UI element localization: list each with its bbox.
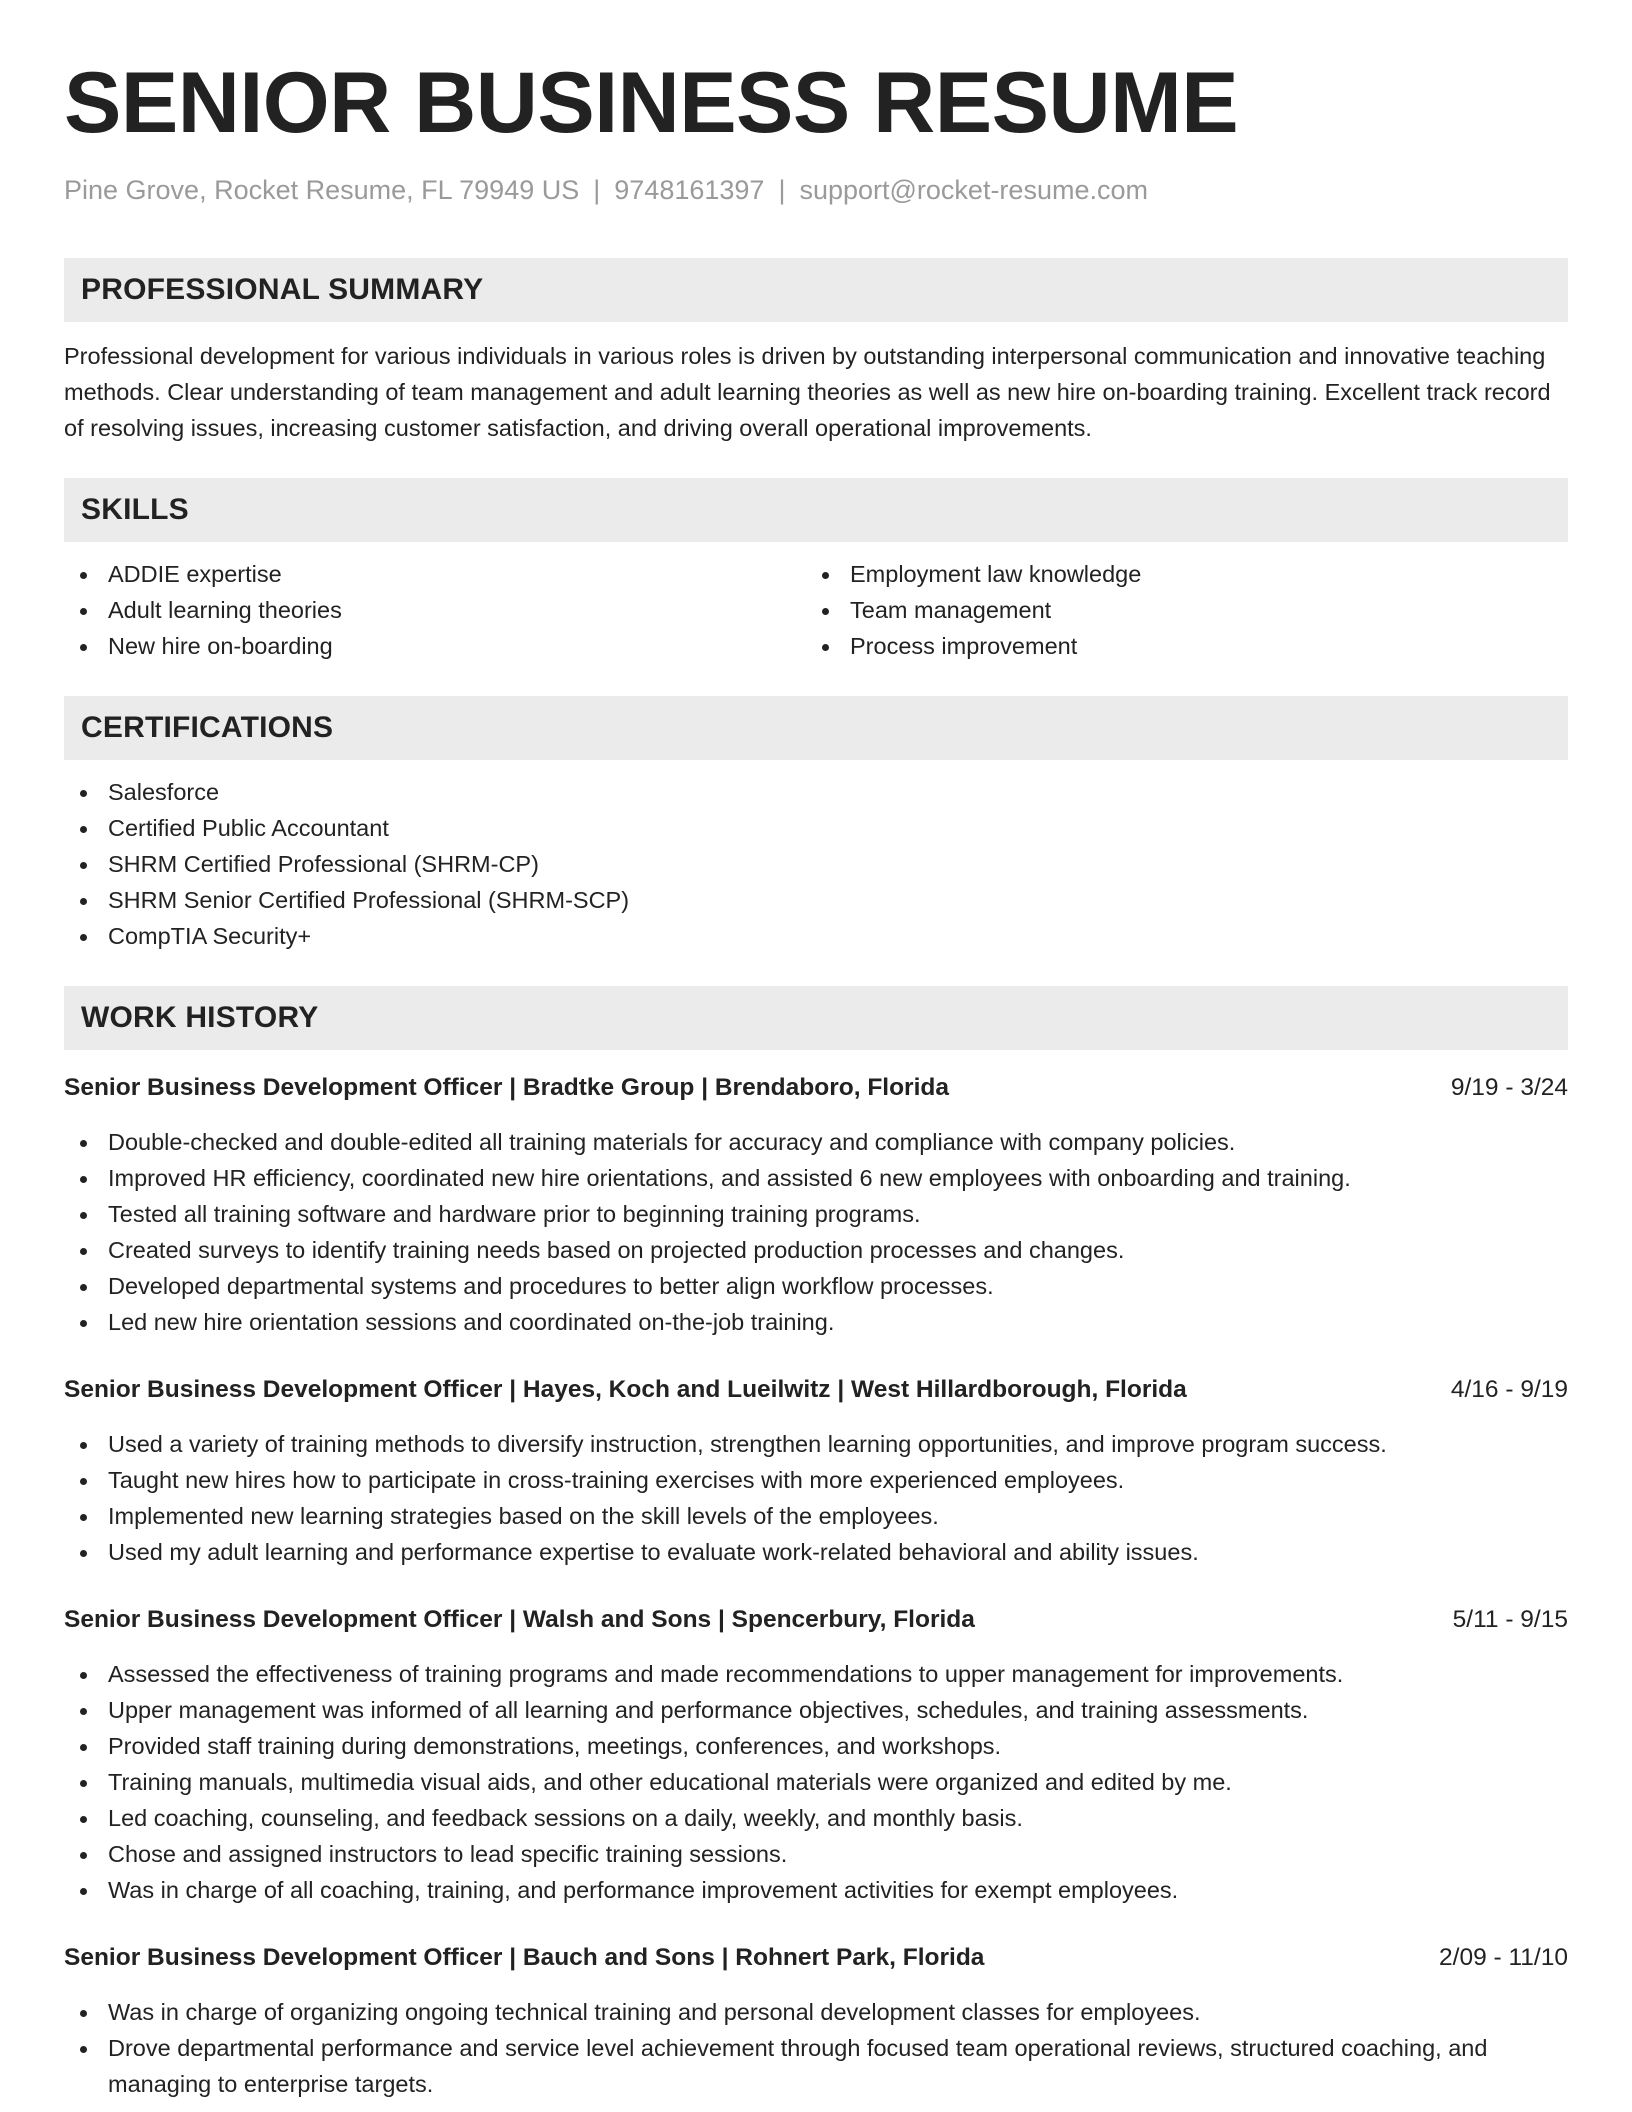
skills-list-right	[806, 556, 1548, 664]
work-section-title: WORK HISTORY	[81, 1001, 319, 1034]
job-bullet: Double-checked and double-edited all training materials for accuracy and compliance with company policies.	[64, 1124, 1568, 1160]
job-bullet-list	[64, 1656, 1568, 1908]
certification-item: Salesforce	[64, 774, 1568, 810]
job-bullet-list	[64, 1426, 1568, 1570]
job-header	[64, 1070, 1568, 1106]
job-bullet-list	[64, 1124, 1568, 1340]
job-bullet: Drove departmental performance and service level achievement through focused team operational reviews, structured coaching, and managing to enterprise targets.	[64, 2030, 1568, 2102]
resume-name: SENIOR BUSINESS RESUME	[64, 55, 1239, 151]
job-heading: Senior Business Development Officer | Walsh and Sons | Spencerbury, Florida	[64, 1606, 975, 1633]
skill-item: Process improvement	[806, 628, 1548, 664]
job-entry	[64, 1070, 1568, 1340]
contact-email: support@rocket-resume.com	[799, 175, 1148, 205]
job-bullet: Used my adult learning and performance expertise to evaluate work-related behavioral and ability issues.	[64, 1534, 1568, 1570]
job-dates: 5/11 - 9/15	[1452, 1606, 1568, 1633]
summary-section-header	[64, 258, 1568, 322]
job-bullet: Led coaching, counseling, and feedback sessions on a daily, weekly, and monthly basis.	[64, 1800, 1568, 1836]
certifications-list	[64, 774, 1568, 954]
contact-phone: 9748161397	[614, 175, 765, 205]
certification-item: CompTIA Security+	[64, 918, 1568, 954]
job-bullet: Was in charge of organizing ongoing technical training and personal development classes for employees.	[64, 1994, 1568, 2030]
job-heading: Senior Business Development Officer | Bradtke Group | Brendaboro, Florida	[64, 1074, 949, 1101]
job-bullet: Chose and assigned instructors to lead specific training sessions.	[64, 1836, 1568, 1872]
job-header	[64, 1602, 1568, 1638]
job-bullet: Tested all training software and hardware prior to beginning training programs.	[64, 1196, 1568, 1232]
job-entry	[64, 1602, 1568, 1908]
skill-item: Employment law knowledge	[806, 556, 1548, 592]
job-header	[64, 1372, 1568, 1408]
job-bullet: Developed departmental systems and procedures to better align workflow processes.	[64, 1268, 1568, 1304]
job-bullet: Assessed the effectiveness of training programs and made recommendations to upper management for improvements.	[64, 1656, 1568, 1692]
job-entry	[64, 1372, 1568, 1570]
certification-item: SHRM Senior Certified Professional (SHRM-SCP)	[64, 882, 1568, 918]
contact-separator: |	[593, 175, 601, 205]
job-bullet: Led new hire orientation sessions and coordinated on-the-job training.	[64, 1304, 1568, 1340]
skills-section-title: SKILLS	[81, 493, 189, 526]
job-bullet: Upper management was informed of all learning and performance objectives, schedules, and training assessments.	[64, 1692, 1568, 1728]
job-heading: Senior Business Development Officer | Hayes, Koch and Lueilwitz | West Hillardborough, Florida	[64, 1376, 1187, 1403]
job-dates: 9/19 - 3/24	[1450, 1074, 1568, 1101]
contact-separator: |	[778, 175, 786, 205]
skills-section-header	[64, 478, 1568, 542]
job-dates: 2/09 - 11/10	[1439, 1944, 1568, 1971]
skills-list-left	[64, 556, 806, 664]
skills-column-left	[64, 542, 806, 664]
skill-item: ADDIE expertise	[64, 556, 806, 592]
certifications-section-header	[64, 696, 1568, 760]
job-entry	[64, 1940, 1568, 2102]
job-bullet: Created surveys to identify training needs based on projected production processes and changes.	[64, 1232, 1568, 1268]
certification-item: Certified Public Accountant	[64, 810, 1568, 846]
job-bullet: Implemented new learning strategies based on the skill levels of the employees.	[64, 1498, 1568, 1534]
contact-address: Pine Grove, Rocket Resume, FL 79949 US	[64, 175, 580, 205]
job-bullet: Improved HR efficiency, coordinated new hire orientations, and assisted 6 new employees with onboarding and training.	[64, 1160, 1568, 1196]
work-section-header	[64, 986, 1568, 1050]
job-bullet: Taught new hires how to participate in cross-training exercises with more experienced employees.	[64, 1462, 1568, 1498]
job-heading: Senior Business Development Officer | Bauch and Sons | Rohnert Park, Florida	[64, 1944, 985, 1971]
skills-grid	[64, 542, 1568, 664]
job-bullet: Training manuals, multimedia visual aids, and other educational materials were organized and edited by me.	[64, 1764, 1568, 1800]
job-dates: 4/16 - 9/19	[1450, 1376, 1568, 1403]
skill-item: Team management	[806, 592, 1548, 628]
skill-item: New hire on-boarding	[64, 628, 806, 664]
job-bullet-list	[64, 1994, 1568, 2102]
job-bullet: Used a variety of training methods to diversify instruction, strengthen learning opportunities, and improve program success.	[64, 1426, 1568, 1462]
certifications-section-title: CERTIFICATIONS	[81, 711, 334, 744]
resume-page	[64, 0, 1568, 2102]
job-header	[64, 1940, 1568, 1976]
contact-line	[64, 172, 1568, 208]
certification-item: SHRM Certified Professional (SHRM-CP)	[64, 846, 1568, 882]
summary-text: Professional development for various individuals in various roles is driven by outstanding interpersonal communication and innovative teaching methods. Clear understanding of team management and adult learning theories as well as new hire on-boarding training. Excellent track record of resolving issues, increasing customer satisfaction, and driving overall operational improvements.	[64, 343, 1551, 441]
skills-column-right	[806, 542, 1548, 664]
summary-section-title: PROFESSIONAL SUMMARY	[81, 273, 484, 306]
job-bullet: Provided staff training during demonstrations, meetings, conferences, and workshops.	[64, 1728, 1568, 1764]
job-bullet: Was in charge of all coaching, training, and performance improvement activities for exempt employees.	[64, 1872, 1568, 1908]
skill-item: Adult learning theories	[64, 592, 806, 628]
